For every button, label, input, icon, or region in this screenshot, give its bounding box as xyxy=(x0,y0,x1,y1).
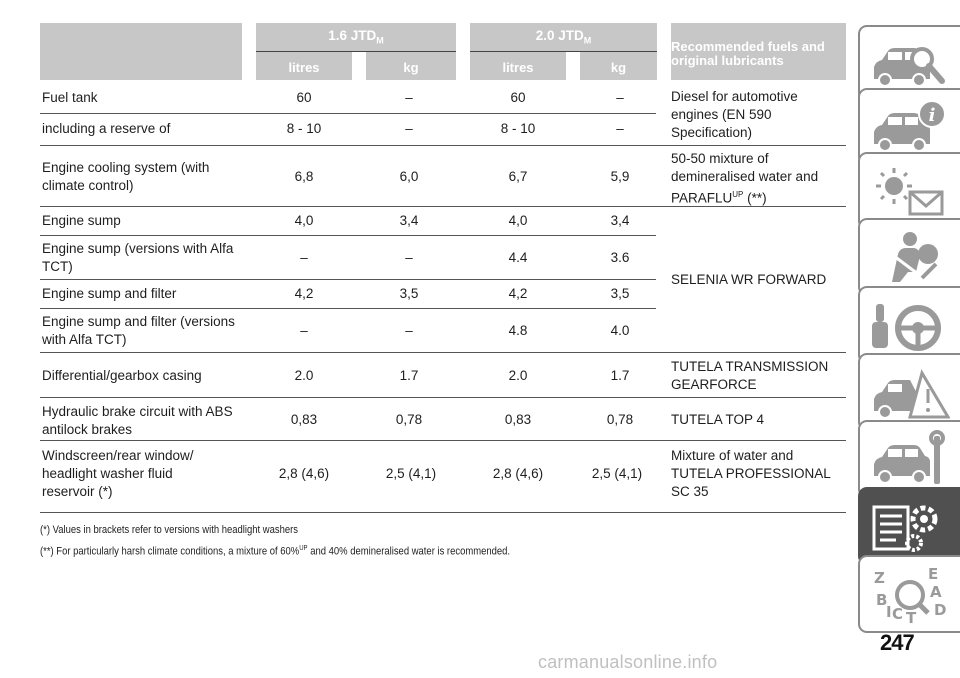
cell-value: 60 xyxy=(510,90,526,105)
header-unit-kg: kg xyxy=(403,60,419,75)
cell-value: 4,0 xyxy=(294,213,314,228)
index-letter: E xyxy=(928,565,939,583)
header-separator xyxy=(657,23,671,80)
row-label: Engine sump and filter xyxy=(42,286,177,301)
header-unit-litres: litres xyxy=(288,60,320,75)
index-letter: Z xyxy=(874,569,885,587)
cell-value: 6,0 xyxy=(399,169,419,184)
row-divider xyxy=(40,308,656,309)
car-search-icon xyxy=(870,35,950,95)
row-divider xyxy=(40,397,846,398)
cell-value: 6,7 xyxy=(508,169,528,184)
row-divider xyxy=(40,352,846,353)
warning-lights-icon xyxy=(870,162,950,222)
row-label: Hydraulic brake circuit with ABS antilock brakes xyxy=(42,404,233,437)
cell-value: – xyxy=(405,323,413,338)
cell-value: – xyxy=(616,90,624,105)
cell-value: 4.4 xyxy=(508,250,528,265)
cell-value: – xyxy=(300,250,308,265)
airbag-seat-icon xyxy=(870,228,950,288)
footnote-1: (*) Values in brackets refer to versions with headlight washers xyxy=(40,524,298,536)
footnote-2: (**) For particularly harsh climate conditions, a mixture of 60%$^{UP}$ and 40% demineralised water is recommended. xyxy=(40,545,511,558)
row-divider xyxy=(40,279,656,280)
svg-text:i: i xyxy=(928,105,936,126)
cell-value: 6,8 xyxy=(294,169,314,184)
cell-value: 0,83 xyxy=(290,412,318,427)
cell-value: 5,9 xyxy=(610,169,630,184)
header-unit-kg: kg xyxy=(610,60,627,75)
car-crash-icon xyxy=(870,363,950,423)
row-label: Differential/gearbox casing xyxy=(42,368,202,383)
header-engine-1: 1.6 $JTD_M$ xyxy=(328,28,384,46)
sidebar-tab-specifications[interactable] xyxy=(858,487,960,565)
cell-value: 2,8 (4,6) xyxy=(278,466,330,481)
recommendation-coolant: 50-50 mixture of demineralised water and $PARAFLU^{UP}$ (**) xyxy=(671,151,819,206)
cell-value: 0,78 xyxy=(606,412,634,427)
cell-value: 4,0 xyxy=(508,213,528,228)
index-letter: D xyxy=(934,601,947,619)
cell-value: 3,4 xyxy=(399,213,419,228)
row-label: Engine cooling system (with climate control) xyxy=(42,160,210,193)
alphabetical-index-icon xyxy=(870,565,950,625)
page-number: 247 xyxy=(880,630,914,655)
header-separator xyxy=(456,23,470,80)
row-label: Engine sump and filter (versions with Alfa TCT) xyxy=(42,314,235,347)
cell-value: 0,78 xyxy=(395,412,423,427)
header-separator xyxy=(352,52,366,80)
cell-value: 2,5 (4,1) xyxy=(385,466,437,481)
sidebar-tab-index[interactable] xyxy=(858,555,960,633)
cell-value: 2,5 (4,1) xyxy=(591,466,643,481)
car-tools-icon xyxy=(870,430,950,490)
header-recommended: Recommended fuels and original lubricants xyxy=(671,39,825,68)
header-unit-litres: litres xyxy=(502,60,534,75)
row-divider xyxy=(40,145,846,146)
row-divider xyxy=(40,440,846,441)
watermark[interactable]: carmanualsonline.info xyxy=(538,652,718,672)
row-divider xyxy=(40,113,656,114)
cell-value: 4,2 xyxy=(294,286,314,301)
cell-value: 0,83 xyxy=(504,412,532,427)
cell-value: 8 - 10 xyxy=(500,121,536,136)
row-label: including a reserve of xyxy=(42,121,171,136)
cell-value: 3,5 xyxy=(399,286,419,301)
cell-value: 3,5 xyxy=(610,286,630,301)
recommendation-gearbox: TUTELA TRANSMISSION GEARFORCE xyxy=(671,359,829,392)
row-label: Windscreen/rear window/ headlight washer fluid reservoir (*) xyxy=(42,448,194,499)
header-separator xyxy=(566,52,580,80)
cell-value: 8 - 10 xyxy=(286,121,322,136)
cell-value: 2.0 xyxy=(508,368,528,383)
header-underline xyxy=(470,51,657,52)
index-letter: A xyxy=(930,583,942,601)
row-divider xyxy=(40,512,846,513)
cell-value: 1.7 xyxy=(610,368,630,383)
index-letter: T xyxy=(906,609,917,625)
index-letter: B xyxy=(876,591,888,609)
cell-value: 4,2 xyxy=(508,286,528,301)
recommendation-fuel: Diesel for automotive engines (EN 590 Specification) xyxy=(671,89,798,140)
cell-value: 1.7 xyxy=(399,368,419,383)
row-divider xyxy=(40,235,656,236)
sidebar-tab-airbag-seat[interactable] xyxy=(858,218,960,296)
cell-value: 4.8 xyxy=(508,323,528,338)
row-label: Engine sump (versions with Alfa TCT) xyxy=(42,241,234,274)
cell-value: – xyxy=(405,90,413,105)
index-letter: C xyxy=(892,605,904,623)
cell-value: 2,8 (4,6) xyxy=(492,466,544,481)
cell-value: 3.6 xyxy=(610,250,630,265)
key-steering-wheel-icon xyxy=(870,296,950,356)
cell-value: 4.0 xyxy=(610,323,630,338)
cell-value: 60 xyxy=(296,90,312,105)
header-separator xyxy=(242,23,256,80)
header-engine-2: 2.0 $JTD_M$ xyxy=(535,28,592,46)
cell-value: 3,4 xyxy=(610,213,630,228)
cell-value: – xyxy=(300,323,308,338)
row-label: Fuel tank xyxy=(42,90,98,105)
index-letter: I xyxy=(886,603,892,621)
specifications-gear-icon xyxy=(870,497,950,557)
recommendation-washer: Mixture of water and TUTELA PROFESSIONAL SC 35 xyxy=(671,448,831,499)
cell-value: 2.0 xyxy=(294,368,314,383)
car-info-icon xyxy=(870,98,950,158)
row-divider xyxy=(40,206,846,207)
cell-value: – xyxy=(405,250,413,265)
recommendation-engine-oil: SELENIA WR FORWARD xyxy=(671,272,827,287)
recommendation-brake: TUTELA TOP 4 xyxy=(671,412,765,427)
cell-value: – xyxy=(616,121,624,136)
cell-value: – xyxy=(405,121,413,136)
row-label: Engine sump xyxy=(42,213,121,228)
